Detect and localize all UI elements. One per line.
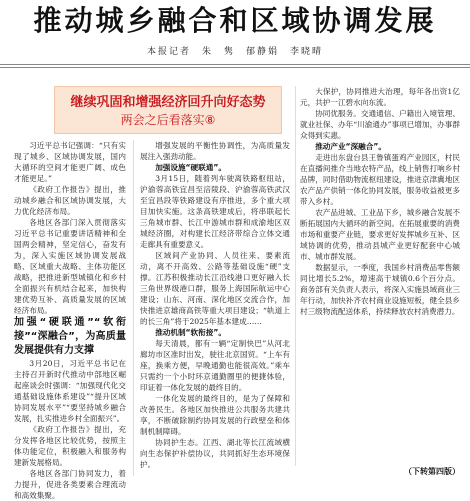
paragraph: 《政府工作报告》提出，充分发挥各地区比较优势，按照主体功能定位，积极融入和服务构建新发展格局。	[14, 425, 126, 467]
paragraph: 每天清晨，都有一辆“定制快巴”从河北廊坊市区准时出发，驶往北京国贸。“上车有座，换乘方便，早晚通勤也能很高效。”乘车只需约一个小时环京通勤圈里的便捷体验，印证着一体化发展的最终目的。	[140, 339, 290, 392]
paragraph-lead: 推动机制“软衔接”。	[155, 328, 226, 337]
paragraph: 习近平总书记强调：“只有实现了城乡、区域协调发展，国内大循环的空间才能更广阔、成色才能更足。”	[14, 141, 126, 183]
article-column-1	[14, 140, 126, 500]
paragraph: 《政府工作报告》提出，推动城乡融合和区域协调发展，大力优化经济布局。	[14, 185, 126, 216]
paragraph: 走进出东盘台县王鲁镇蛋鸡产业园区，村民在直播间推介当地农特产品，线上销售打响乡村品牌，同时借助物流枢纽建设，推进京津冀地区农产品产供销一体化协同发展，服务收益被更多带入乡村。	[300, 153, 460, 206]
paragraph: 大保护，协同推进大治理，每年各出资1亿元，共护一江碧水向东流。	[300, 87, 460, 107]
paragraph: 各地区各部门深入贯彻落实习近平总书记重要讲话精神和全国两会精神，坚定信心，奋发有为，深入实施区域协调发展战略、区域重大战略、主体功能区战略，把推进新型城镇化和乡村全面振兴有机结合起来，加快构建优势互补、高质量发展的区域经济布局。	[14, 218, 126, 315]
section-subhead: 加强“硬联通”“软衔接”“深融合”，为高质量发展提供有力支撑	[14, 317, 126, 356]
paragraph: 协同优服务。交通通信、户籍出入境管理、就业社保、办年“川渝通办”事项已增加，办事群众得到实惠。	[300, 109, 460, 140]
column-divider	[133, 140, 134, 476]
paragraph: 增强发展的平衡性协调性，为高质量发展注入强劲动能。	[140, 141, 290, 161]
paragraph-lead: 推动产业“深融合”。	[315, 142, 386, 151]
paragraph: 农产品进城、工业品下乡，城乡融合发展不断拓展国内大循环的新空间。在拓展重要的消费市场和重要产业链，要求更好发挥城乡互补、区域协调的优势，推动县城产业更好配套中心城市、城市群发展。	[300, 208, 460, 261]
banner-title: 继续巩固和增强经济回升向好态势	[70, 95, 266, 110]
continued-note: （下转第四版）	[404, 467, 460, 476]
headline: 推动城乡融合和区域协调发展	[33, 4, 437, 37]
paragraph: 数据显示，一季度，我国乡村消费品零售额同比增长5.2%，增速高于城镇0.6个百分点。商务部有关负责人表示，将深入实施县域商业三年行动，加快补齐农村商业设施短板，健全县乡村三级物流配送体系，持续释放农村消费潜力。	[300, 263, 460, 316]
paragraph: 一体化发展的最终目的，是为了保障和改善民生。各地区加快推进公共服务共建共享，不断破除制约协同发展的行政壁垒和体制机制障碍。	[140, 394, 290, 436]
paragraph: 3月15日，随着列车驶离铁路枢纽站，沪渝蓉高铁宜昌至涪陵段、沪渝蓉高铁武汉至宜昌段等铁路建设有序推进，多个重大项目加快实施。这条高铁建成后，将串联起长三角城市群、长江中游城市群和成渝地区双城经济圈，对构建长江经济带综合立体交通走廊具有重要意义。	[140, 174, 290, 249]
banner-subtitle: 两会之后看落实⑧	[120, 113, 216, 127]
paragraph: 3月20日，习近平总书记在主持召开新时代推动中部地区崛起座谈会时强调：“加强现代化交通基础设施体系建设”“提升区域协同发展水平”“要坚持城乡融合发展，扎实推进乡村全面振兴”。	[14, 359, 126, 423]
series-banner	[54, 86, 282, 134]
article-column-3	[300, 86, 460, 466]
divider-top	[0, 64, 470, 65]
paragraph: 各地区各部门协同发力，着力提升，促进各类要素合理流动和高效集聚。	[14, 469, 126, 500]
paragraph-lead: 加强设施“硬联通”。	[155, 163, 226, 172]
column-divider	[295, 86, 296, 466]
article-column-2	[140, 140, 290, 476]
paragraph: 协同护生态。江西、湖北等长江流域横向生态保护补偿协议，共同抓好生态环境保护。	[140, 438, 290, 469]
paragraph: 区域间产业协同、人员往来、要素流动，离不开高效、公路等基础设施“硬”支撑。江苏积极推动长江沿线港口更好融入长三角世界级港口群，服务上海国际航运中心建设；山东、河南、深化地区交流合作，加快推进京雄商高铁等重大项目建设；“轨道上的长三角”将于2025年基本建成……	[140, 251, 290, 326]
divider-top-double	[0, 67, 470, 68]
byline: 本报记者 朱 隽 郁静娟 李晓晴	[146, 47, 323, 57]
